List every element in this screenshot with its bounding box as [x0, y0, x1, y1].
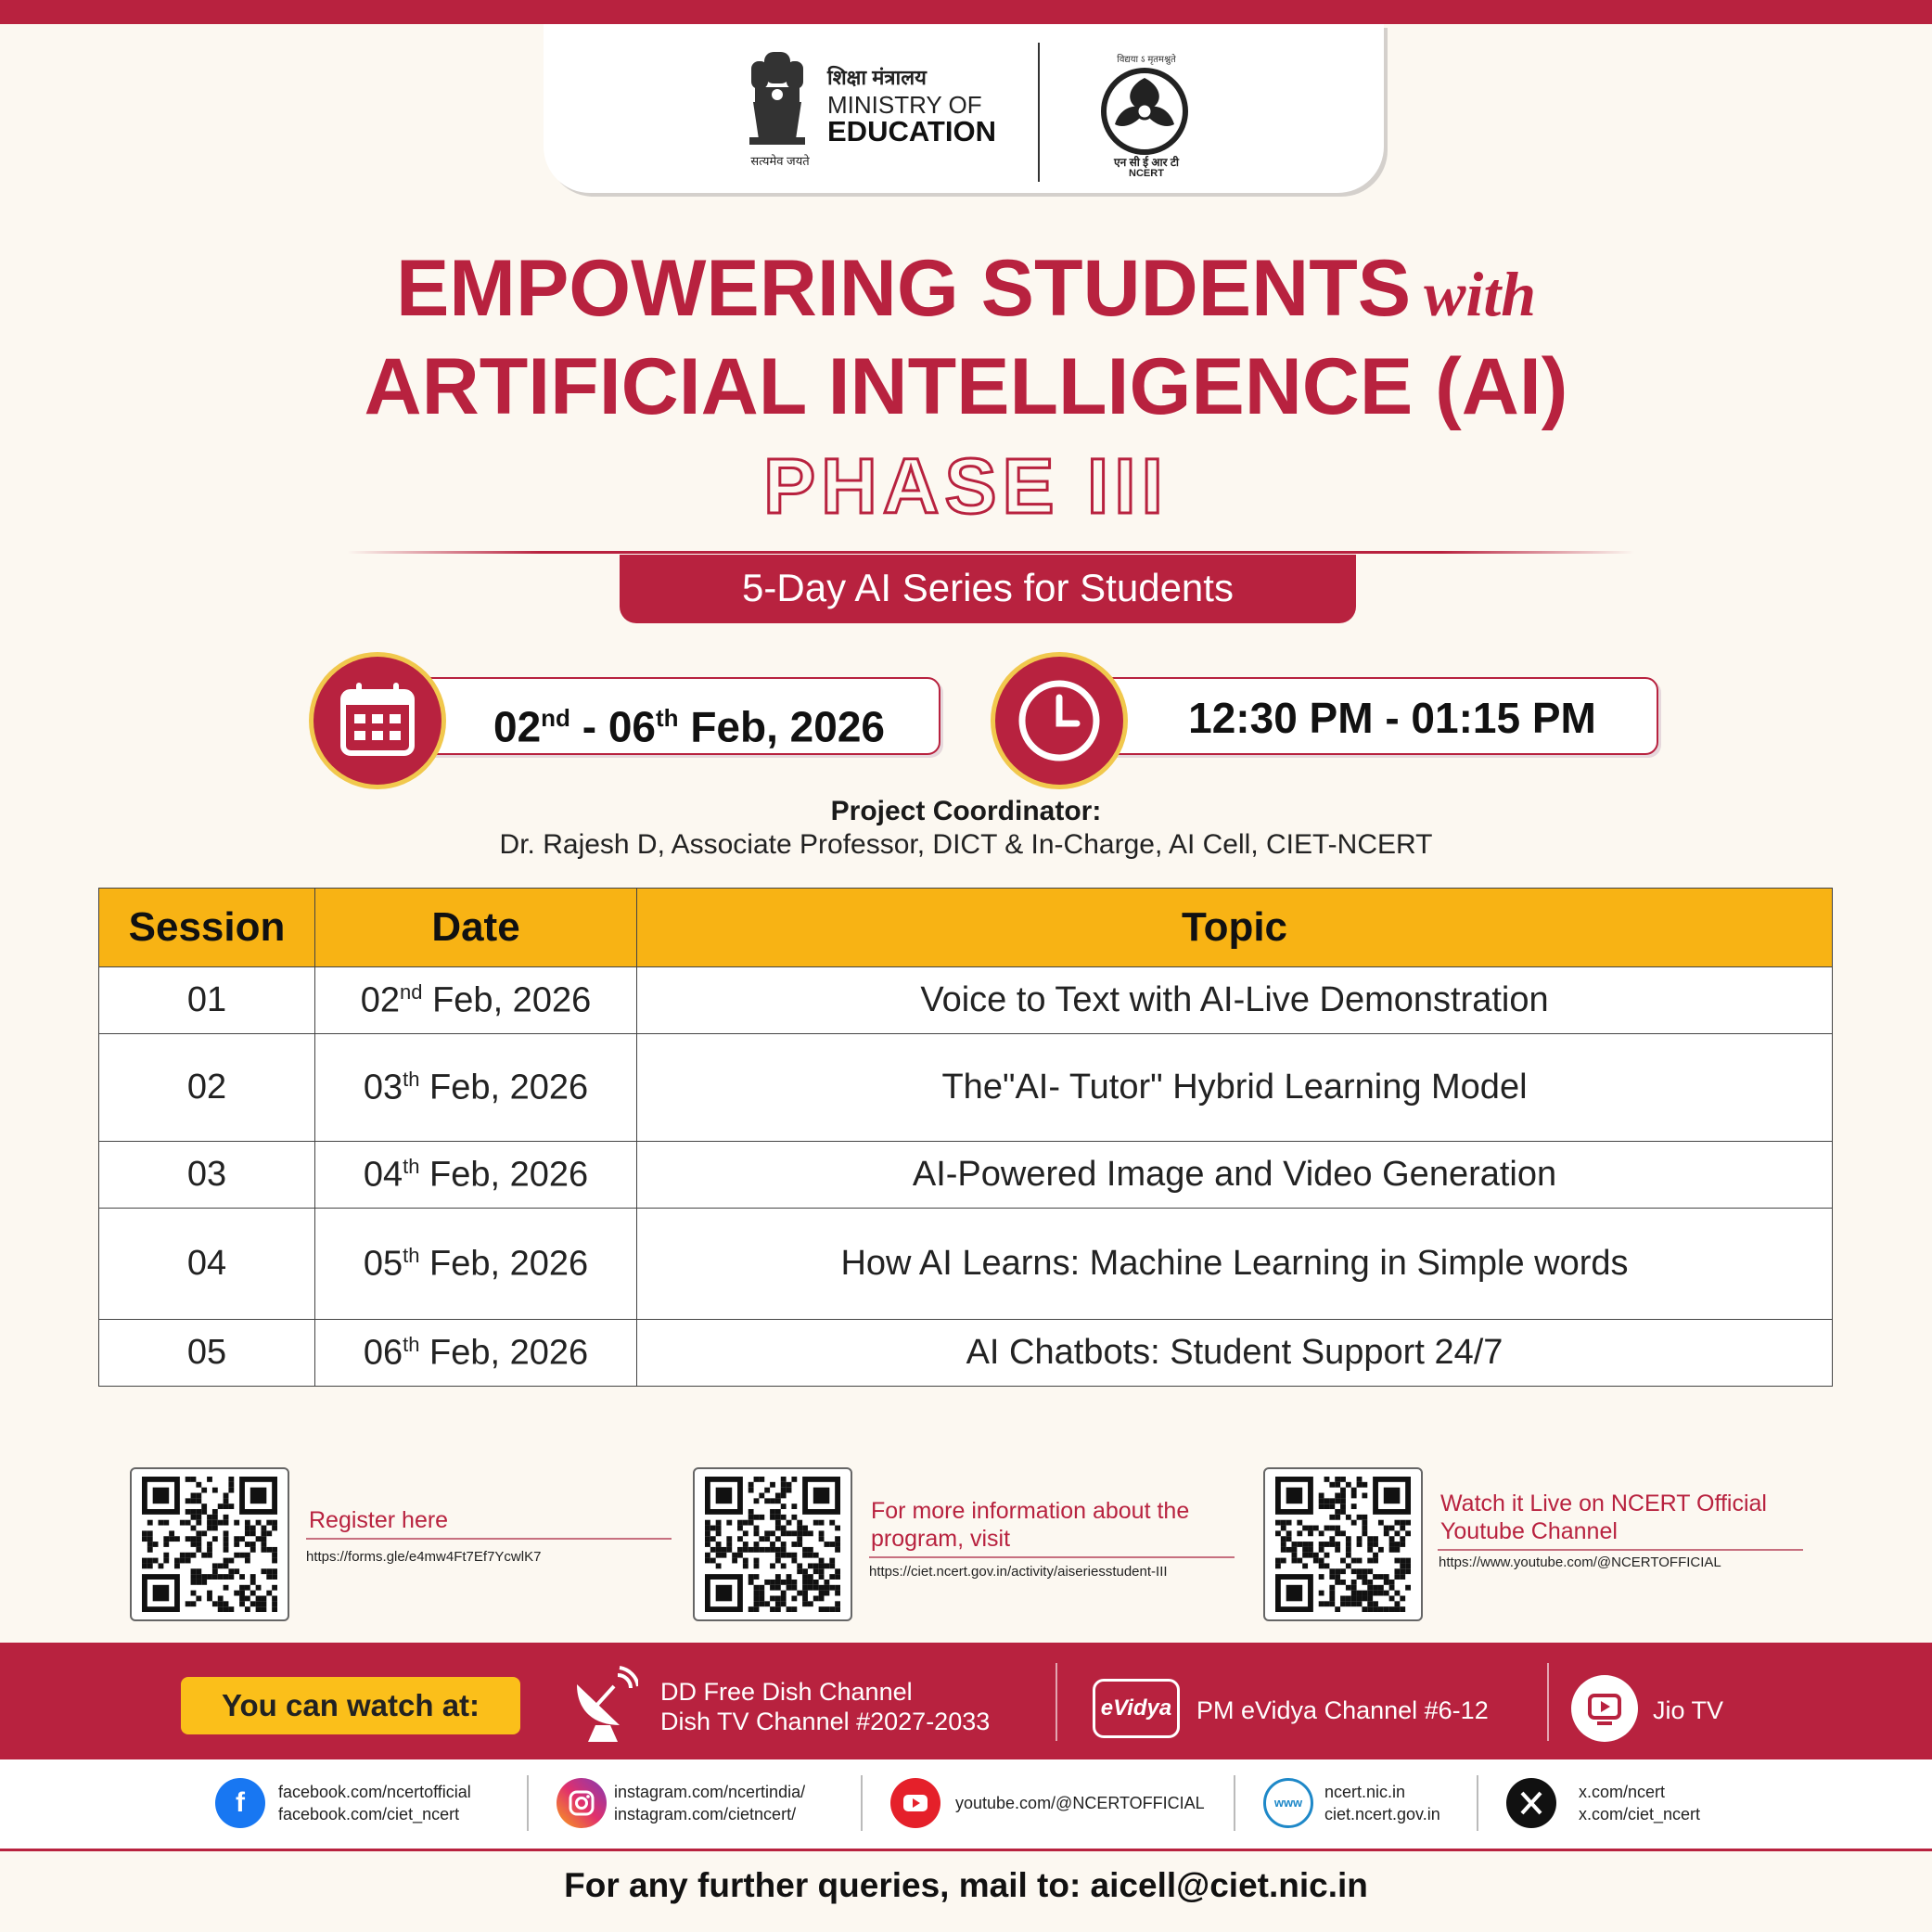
- topic-cell: How AI Learns: Machine Learning in Simple words: [637, 1209, 1833, 1320]
- schedule-header-row: [99, 889, 1833, 967]
- date-cell: [315, 1034, 637, 1142]
- title-line2: ARTIFICIAL INTELLIGENCE (AI): [364, 342, 1568, 431]
- date-end-sup: th: [656, 704, 679, 732]
- session-cell: 01: [99, 967, 315, 1034]
- title-phase: PHASE III: [763, 442, 1169, 530]
- date-day: 04: [363, 1155, 403, 1195]
- emblem-caption: सत्यमेव जयते: [750, 154, 810, 168]
- facebook-icon[interactable]: f: [215, 1778, 265, 1828]
- web-links: [1324, 1781, 1440, 1825]
- x-link-1[interactable]: x.com/ncert: [1579, 1783, 1666, 1801]
- jio-tv: Jio TV: [1653, 1696, 1724, 1724]
- topic-cell: The"AI- Tutor" Hybrid Learning Model: [637, 1034, 1833, 1142]
- social-separator: [1234, 1775, 1235, 1831]
- jio-tv-icon: [1571, 1675, 1638, 1742]
- session-cell: 02: [99, 1034, 315, 1142]
- time-range: 12:30 PM - 01:15 PM: [1052, 677, 1658, 755]
- session-cell: 04: [99, 1209, 315, 1320]
- date-rest: Feb, 2026: [419, 1068, 589, 1107]
- title-line1-text: EMPOWERING STUDENTS: [395, 244, 1412, 333]
- topic-cell: AI Chatbots: Student Support 24/7: [637, 1320, 1833, 1387]
- table-row: [99, 1320, 1833, 1387]
- ncert-motto: विद्यया ऽ मृतमश्नुते: [1117, 55, 1176, 65]
- qr-info-rule: [869, 1556, 1235, 1558]
- clock-icon: [995, 657, 1123, 785]
- calendar-badge: [313, 657, 441, 785]
- date-rest: Feb, 2026: [422, 980, 592, 1020]
- ncert-logo-icon: [1098, 65, 1191, 158]
- series-subtitle: 5-Day AI Series for Students: [620, 555, 1356, 623]
- date-sup: th: [403, 1332, 420, 1356]
- session-cell: 03: [99, 1142, 315, 1209]
- qr-register-title: Register here: [309, 1507, 449, 1533]
- qr-register-rule: [306, 1538, 672, 1540]
- qr-code-register[interactable]: [130, 1467, 289, 1621]
- youtube-link[interactable]: youtube.com/@NCERTOFFICIAL: [955, 1794, 1205, 1812]
- national-emblem-icon: [746, 46, 809, 148]
- table-row: [99, 967, 1833, 1034]
- title-with: with: [1424, 259, 1537, 329]
- ministry-hindi: शिक्षा मंत्रालय: [827, 66, 927, 89]
- qr-code-icon: [702, 1477, 843, 1612]
- date-rest: Feb, 2026: [419, 1333, 589, 1373]
- qr-youtube-url[interactable]: https://www.youtube.com/@NCERTOFFICIAL: [1439, 1555, 1721, 1570]
- date-sup: th: [403, 1067, 420, 1091]
- watch-separator: [1056, 1663, 1057, 1741]
- date-day: 05: [363, 1244, 403, 1284]
- qr-code-icon: [1273, 1477, 1414, 1612]
- clock-badge: [995, 657, 1123, 785]
- facebook-link-2[interactable]: facebook.com/ciet_ncert: [278, 1805, 460, 1823]
- watch-label: You can watch at:: [181, 1677, 520, 1734]
- top-bar: [0, 0, 1932, 24]
- pm-evidya: PM eVidya Channel #6-12: [1196, 1696, 1489, 1724]
- date-range: [367, 677, 940, 755]
- table-row: [99, 1034, 1833, 1142]
- satellite-dish-icon: [568, 1666, 638, 1744]
- date-day: 06: [363, 1333, 403, 1373]
- date-cell: [315, 1320, 637, 1387]
- topic-cell: Voice to Text with AI-Live Demonstration: [637, 967, 1833, 1034]
- date-end-day: 06: [608, 702, 656, 751]
- youtube-icon[interactable]: [890, 1778, 940, 1828]
- instagram-icon[interactable]: [557, 1778, 607, 1828]
- qr-info-url[interactable]: https://ciet.ncert.gov.in/activity/aiseriesstudent-III: [869, 1564, 1168, 1580]
- date-cell: [315, 1142, 637, 1209]
- ncert-hindi: एन सी ई आर टी: [1113, 156, 1180, 169]
- coordinator-name: Dr. Rajesh D, Associate Professor, DICT & In-Charge, AI Cell, CIET-NCERT: [499, 829, 1433, 860]
- schedule-table: [98, 888, 1833, 1387]
- instagram-link-1[interactable]: instagram.com/ncertindia/: [614, 1783, 806, 1801]
- table-row: [99, 1209, 1833, 1320]
- title-line1: [0, 243, 1932, 335]
- instagram-glyph: [557, 1778, 607, 1828]
- ncert-english: NCERT: [1129, 168, 1164, 179]
- facebook-link-1[interactable]: facebook.com/ncertofficial: [278, 1783, 471, 1801]
- qr-info-title: For more information about the program, visit: [871, 1498, 1190, 1552]
- qr-youtube-rule: [1438, 1549, 1803, 1551]
- date-rest: Feb, 2026: [419, 1155, 589, 1195]
- qr-code-info[interactable]: [693, 1467, 852, 1621]
- date-start-day: 02: [493, 702, 542, 751]
- x-glyph: [1506, 1778, 1556, 1828]
- date-day: 03: [363, 1068, 403, 1107]
- table-row: [99, 1142, 1833, 1209]
- instagram-link-2[interactable]: instagram.com/cietncert/: [614, 1805, 797, 1823]
- footer-contact: For any further queries, mail to: aicell@ciet.nic.in: [564, 1866, 1368, 1904]
- qr-code-icon: [139, 1477, 280, 1612]
- calendar-icon: [313, 657, 441, 785]
- social-separator: [527, 1775, 529, 1831]
- qr-youtube-title: Watch it Live on NCERT Official Youtube Channel: [1440, 1491, 1767, 1544]
- logo-divider: [1038, 43, 1040, 182]
- session-cell: 05: [99, 1320, 315, 1387]
- date-sup: nd: [400, 979, 423, 1004]
- date-sup: th: [403, 1243, 420, 1267]
- x-icon[interactable]: [1506, 1778, 1556, 1828]
- date-cell: [315, 1209, 637, 1320]
- globe-icon[interactable]: www: [1263, 1778, 1313, 1828]
- date-cell: [315, 967, 637, 1034]
- web-link-2[interactable]: ciet.ncert.gov.in: [1324, 1805, 1440, 1823]
- date-start-sup: nd: [541, 704, 570, 732]
- date-day: 02: [360, 980, 401, 1020]
- x-links: [1579, 1781, 1700, 1825]
- ministry-line2: EDUCATION: [827, 115, 996, 147]
- ministry-line1: MINISTRY OF: [827, 91, 982, 119]
- youtube-glyph: [890, 1778, 940, 1828]
- header-session: Session: [99, 889, 315, 967]
- facebook-links: [278, 1781, 471, 1825]
- dish-tv: Dish TV Channel #2027-2033: [660, 1708, 991, 1735]
- date-dash: -: [569, 702, 608, 751]
- play-icon: [1571, 1675, 1638, 1742]
- date-rest: Feb, 2026: [419, 1244, 589, 1284]
- x-link-2[interactable]: x.com/ciet_ncert: [1579, 1805, 1701, 1823]
- title-rule: [347, 551, 1634, 554]
- social-separator: [861, 1775, 863, 1831]
- qr-register-url[interactable]: https://forms.gle/e4mw4Ft7Ef7YcwlK7: [306, 1549, 542, 1565]
- header-topic: Topic: [637, 889, 1833, 967]
- date-rest: Feb, 2026: [678, 702, 885, 751]
- dd-free-dish: DD Free Dish Channel: [660, 1678, 913, 1706]
- qr-code-youtube[interactable]: [1263, 1467, 1423, 1621]
- coordinator-label: Project Coordinator:: [830, 796, 1102, 826]
- logo-card: [544, 24, 1384, 193]
- social-separator: [1477, 1775, 1478, 1831]
- topic-cell: AI-Powered Image and Video Generation: [637, 1142, 1833, 1209]
- watch-separator: [1547, 1663, 1549, 1741]
- date-sup: th: [403, 1154, 420, 1178]
- evidya-logo-icon: eVidya: [1093, 1679, 1180, 1738]
- web-link-1[interactable]: ncert.nic.in: [1324, 1783, 1406, 1801]
- instagram-links: [614, 1781, 805, 1825]
- header-date: Date: [315, 889, 637, 967]
